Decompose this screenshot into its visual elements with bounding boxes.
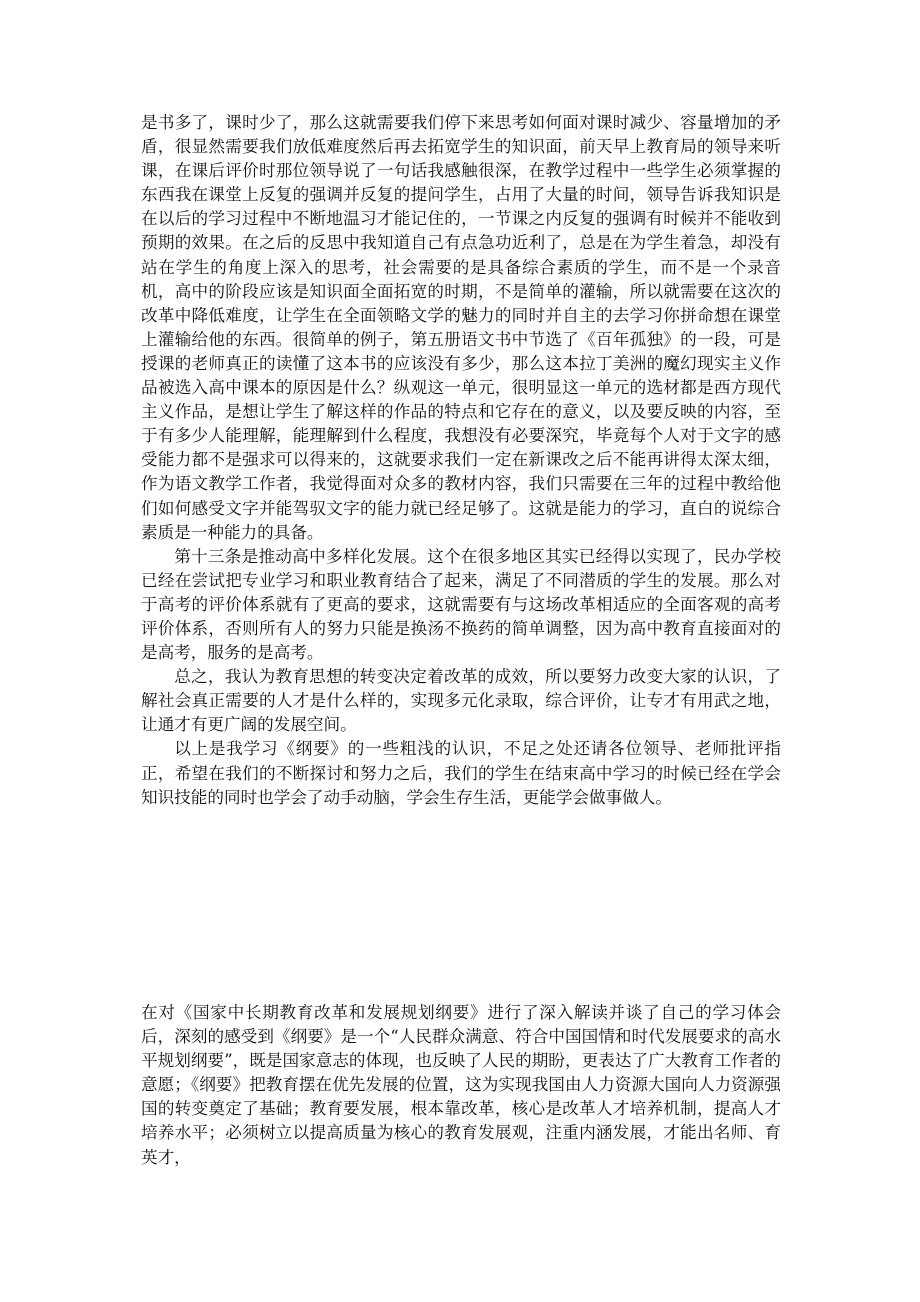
paragraph-article-thirteen: 第十三条是推动高中多样化发展。这个在很多地区其实已经得以实现了，民办学校已经在尝试把专业学习和职业教育结合了起来，满足了不同潜质的学生的发展。那么对于高考的评价体系就有了更高的要求，这就需要有与这场改革相适应的全面客观的高考评价体系，否则所有人的努力只能是换汤不换药的简单调整，因为高中教育直接面对的是高考，服务的是高考。 [141,546,781,663]
paragraph-summary: 总之，我认为教育思想的转变决定着改革的成效，所以要努力改变大家的认识，了解社会真正需要的人才是什么样的，实现多元化录取，综合评价，让专才有用武之地，让通才有更广阔的发展空间。 [141,667,781,735]
paragraph-continued-reflection: 是书多了，课时少了，那么这就需要我们停下来思考如何面对课时减少、容量增加的矛盾，很显然需要我们放低难度然后再去拓宽学生的知识面，前天早上教育局的领导来听课，在课后评价时那位领导说了一句话我感触很深，在教学过程中一些学生必须掌握的东西我在课堂上反复的强调并反复的提问学生，占用了大量的时间，领导告诉我知识是在以后的学习过程中不断地温习才能记住的，一节课之内反复的强调有时候并不能收到预期的效果。在之后的反思中我知道自己有点急功近利了，总是在为学生着急，却没有站在学生的角度上深入的思考，社会需要的是具备综合素质的学生，而不是一个录音机，高中的阶段应该是知识面全面拓宽的时期，不是简单的灌输，所以就需要在这次的改革中降低难度，让学生在全面领略文学的魅力的同时并自主的去学习你拼命想在课堂上灌输给他的东西。很简单的例子，第五册语文书中节选了《百年孤独》的一段，可是授课的老师真正的读懂了这本书的应该没有多少，那么这本拉丁美洲的魔幻现实主义作品被选入高中课本的原因是什么？纵观这一单元，很明显这一单元的选材都是西方现代主义作品，是想让学生了解这样的作品的特点和它存在的意义，以及要反映的内容，至于有多少人能理解，能理解到什么程度，我想没有必要深究，毕竟每个人对于文字的感受能力都不是强求可以得来的，这就要求我们一定在新课改之后不能再讲得太深太细，作为语文教学工作者，我觉得面对众多的教材内容，我们只需要在三年的过程中教给他们如何感受文字并能驾驭文字的能力就已经足够了。这就是能力的学习，直白的说综合素质是一种能力的具备。 [141,113,781,542]
paragraph-outline-interpretation: 在对《国家中长期教育改革和发展规划纲要》进行了深入解读并谈了自己的学习体会后，深刻的感受到《纲要》是一个“人民群众满意、符合中国国情和时代发展要求的高水平规划纲要”，既是国家意志的体现，也反映了人民的期盼，更表达了广大教育工作者的意愿；《纲要》把教育摆在优先发展的位置，这为实现我国由人力资源大国向人力资源强国的转变奠定了基础；教育要发展，根本靠改革，核心是改革人才培养机制，提高人才培养水平；必须树立以提高质量为核心的教育发展观，注重内涵发展，才能出名师、育英才， [141,1003,781,1167]
paragraph-closing: 以上是我学习《纲要》的一些粗浅的认识，不足之处还请各位领导、老师批评指正，希望在我们的不断探讨和努力之后，我们的学生在结束高中学习的时候已经在学会知识技能的同时也学会了动手动脑，学会生存生活，更能学会做事做人。 [141,739,781,807]
text-section-one [141,111,781,810]
text-section-two [141,1001,781,1170]
